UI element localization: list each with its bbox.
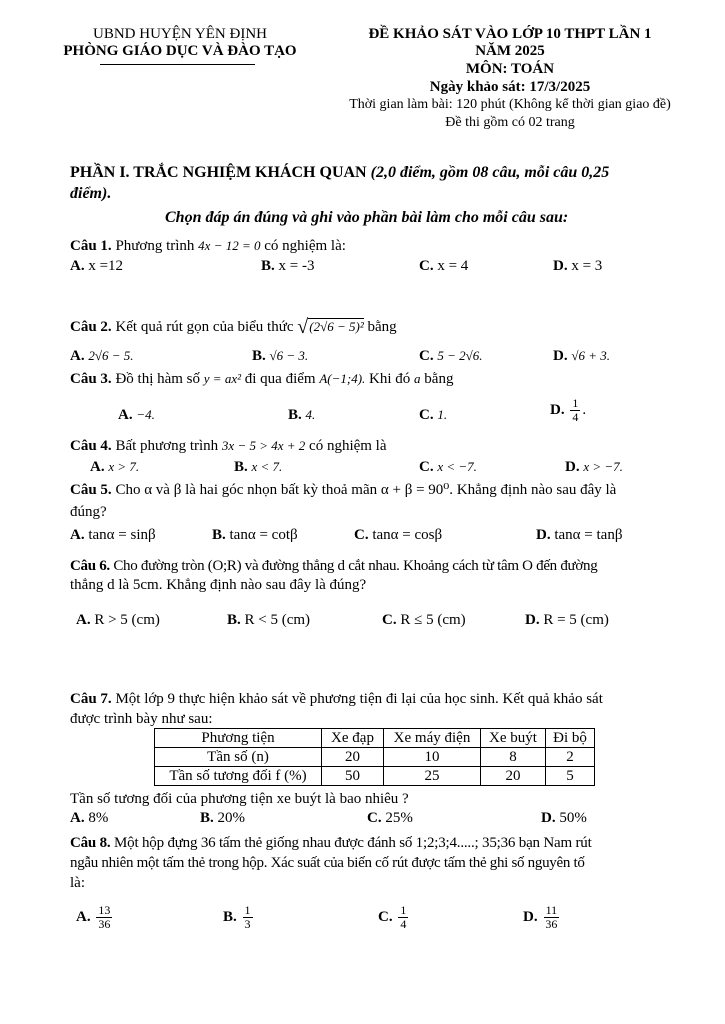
q3-c-label: C. [419,407,434,423]
q6-d-label: D. [525,612,540,628]
table-cell: 25 [384,767,481,786]
q8-c-fraction [398,904,408,931]
q3-c-text: 1. [437,407,448,422]
q4-d-text: x > −7. [583,459,623,474]
q1-equation: 4x − 12 = 0 [198,238,261,253]
q8-a-den: 36 [98,917,111,932]
q6-stem-cont: thẳng d là 5cm. Khẳng định nào sau đây là đúng? [70,577,367,593]
q4-a-label: A. [90,459,105,475]
q7-d-text: 50% [555,810,587,826]
q3-a-text: −4. [136,407,155,422]
q2-b-text: √6 − 3. [269,348,309,363]
q3-b-text: 4. [305,407,316,422]
q8-option-b [223,904,255,931]
table-cell: Tần số tương đối f (%) [155,767,322,786]
q1-option-a [70,257,123,275]
table-row [155,748,595,767]
q2-label: Câu 2. [70,319,112,335]
table-cell: 5 [546,767,595,786]
q1-b-label: B. [261,258,275,274]
q5-stem [70,481,616,499]
q5-a-text: tanα = sinβ [84,527,156,543]
q7-option-d [541,809,587,827]
q8-d-den: 36 [545,917,558,932]
q1-option-c [419,257,468,275]
q5-label: Câu 5. [70,482,112,498]
q7-d-label: D. [541,810,556,826]
q1-a-label: A. [70,258,85,274]
q1-b-text: x = -3 [274,258,315,274]
q2-c-text: 5 − 2√6. [437,348,483,363]
q6-b-label: B. [227,612,241,628]
q5-b-label: B. [212,527,226,543]
q3-d-fraction [570,397,580,424]
q1-text-a: Phương trình [111,238,199,254]
q5-option-a [70,526,156,544]
table-row [155,767,595,786]
part1-title-cont: điểm). [70,185,112,202]
q3-d-num: 1 [572,396,579,410]
q3-option-c [419,406,447,424]
q6-text: Cho đường tròn (O;R) và đường thẳng d cắt nhau. Khoảng cách từ tâm O đến đường [109,558,598,574]
q5-option-b [212,526,298,544]
header-subject: MÔN: TOÁN [465,61,555,77]
q8-a-num: 13 [98,903,111,917]
q3-stem [70,370,453,388]
q4-stem [70,437,387,455]
q7-stem-cont: được trình bày như sau: [70,711,213,727]
q3-a-label: A. [118,407,133,423]
q8-b-num: 1 [244,903,251,917]
q6-c-label: C. [382,612,397,628]
q8-label: Câu 8. [70,835,111,851]
q8-d-num: 11 [545,903,558,917]
q7-b-label: B. [200,810,214,826]
q5-d-text: tanα = tanβ [550,527,623,543]
q3-b-label: B. [288,407,302,423]
q8-b-label: B. [223,909,237,926]
header-divider [100,64,255,65]
q4-text-a: Bất phương trình [111,438,222,454]
q1-option-b [261,257,314,275]
q5-d-label: D. [536,527,551,543]
header-date: Ngày khảo sát: 17/3/2025 [429,79,591,95]
q7-label: Câu 7. [70,691,112,707]
q2-text-a: Kết quả rút gọn của biểu thức [111,319,298,335]
header-left-line2: PHÒNG GIÁO DỤC VÀ ĐÀO TẠO [63,43,297,59]
q8-option-d [523,904,561,931]
q7-question: Tần số tương đối của phương tiện xe buýt là bao nhiêu ? [70,791,409,807]
q3-d-dot: . [582,402,587,419]
table-header-cell: Xe máy điện [384,729,481,748]
q3-text-d: bằng [420,371,454,387]
q2-c-label: C. [419,348,434,364]
q7-c-label: C. [367,810,382,826]
part1-instruction: Chọn đáp án đúng và ghi vào phần bài làm cho mỗi câu sau: [165,209,569,226]
q7-option-b [200,809,245,827]
q8-stem [70,834,592,852]
q5-c-text: tanα = cosβ [368,527,443,543]
q2-option-b [252,347,308,365]
q1-d-label: D. [553,258,568,274]
sqrt-icon: √ [297,316,309,338]
q8-text: Một hộp đựng 36 tấm thẻ giống nhau được đánh số 1;2;3;4.....; 35;36 bạn Nam rút [110,835,592,851]
part1-title [70,163,609,182]
q3-option-a [118,406,155,424]
q4-option-d [565,458,623,476]
q2-option-d [553,347,610,365]
table-cell: 8 [481,748,546,767]
q2-expression: (2√6 − 5)² [309,319,364,334]
q3-function: y = ax² [203,371,241,386]
q2-a-label: A. [70,348,85,364]
q2-a-text: 2√6 − 5. [88,348,134,363]
q3-text-b: đi qua điểm [241,371,320,387]
q3-option-d [550,397,586,424]
q4-d-label: D. [565,459,580,475]
table-cell: Tần số (n) [155,748,322,767]
q4-c-label: C. [419,459,434,475]
q3-option-b [288,406,315,424]
q1-stem [70,237,346,255]
table-header-cell: Xe buýt [481,729,546,748]
q8-b-fraction [243,904,253,931]
q7-option-a [70,809,108,827]
q1-option-d [553,257,602,275]
q3-var: a [414,371,421,386]
q8-c-den: 4 [400,917,407,932]
q6-a-label: A. [76,612,91,628]
q3-text-a: Đồ thị hàm số [111,371,204,387]
q6-option-c [382,611,466,629]
q5-text: Cho α và β là hai góc nhọn bất kỳ thoả mãn α + β = 90⁰. Khẳng định nào sau đây là [111,482,617,498]
q3-d-den: 4 [572,410,579,425]
header-left-line1: UBND HUYỆN YÊN ĐỊNH [92,26,267,42]
header-right-title: ĐỀ KHẢO SÁT VÀO LỚP 10 THPT LẦN 1 [368,26,652,42]
q3-text-c: Khi đó [365,371,415,387]
q7-b-text: 20% [213,810,246,826]
q5-a-label: A. [70,527,85,543]
q6-stem [70,557,597,575]
part1-title-italic: (2,0 điểm, gồm 08 câu, mỗi câu 0,25 [370,164,610,181]
q2-text-b: bằng [363,319,397,335]
q4-option-c [419,458,477,476]
q1-c-text: x = 4 [433,258,469,274]
table-cell: 10 [384,748,481,767]
q7-text: Một lớp 9 thực hiện khảo sát về phương tiện đi lại của học sinh. Kết quả khảo sát [111,691,603,707]
q7-a-text: 8% [84,810,109,826]
q3-label: Câu 3. [70,371,112,387]
q4-a-text: x > 7. [108,459,140,474]
q4-option-a [90,458,139,476]
q8-a-label: A. [76,909,91,926]
q5-b-text: tanα = cotβ [225,527,298,543]
q8-c-label: C. [378,909,393,926]
q1-c-label: C. [419,258,434,274]
table-header-cell: Phương tiện [155,729,322,748]
q2-stem [70,315,397,339]
q2-b-label: B. [252,348,266,364]
q5-option-c [354,526,442,544]
q4-label: Câu 4. [70,438,112,454]
q6-option-b [227,611,310,629]
q8-option-a [76,904,114,931]
q1-text-b: có nghiệm là: [260,238,346,254]
q8-d-label: D. [523,909,538,926]
q5-stem-cont: đúng? [70,504,107,520]
q6-c-text: R ≤ 5 (cm) [396,612,466,628]
q5-c-label: C. [354,527,369,543]
table-cell: 20 [322,748,384,767]
q6-option-a [76,611,160,629]
header-year: NĂM 2025 [475,43,545,59]
q6-a-text: R > 5 (cm) [90,612,160,628]
q6-d-text: R = 5 (cm) [539,612,609,628]
table-cell: 50 [322,767,384,786]
q8-a-fraction [96,904,112,931]
q8-c-num: 1 [400,903,407,917]
q2-option-c [419,347,483,365]
q1-a-text: x =12 [84,258,124,274]
q2-d-label: D. [553,348,568,364]
q8-stem-cont: ngẫu nhiên một tấm thẻ trong hộp. Xác suất của biến cố rút được tấm thẻ ghi số nguyên tố [70,855,585,871]
table-header-cell: Xe đạp [322,729,384,748]
q7-option-c [367,809,413,827]
q4-c-text: x < −7. [437,459,477,474]
header-pages: Đề thi gồm có 02 trang [445,115,575,130]
q4-text-b: có nghiệm là [305,438,387,454]
q4-option-b [234,458,282,476]
q4-b-text: x < 7. [251,459,283,474]
table-header-row [155,729,595,748]
q8-stem-cont2: là: [70,875,85,891]
q5-option-d [536,526,622,544]
q1-d-text: x = 3 [567,258,603,274]
q3-d-label: D. [550,402,565,419]
q6-option-d [525,611,609,629]
q2-d-text: √6 + 3. [571,348,611,363]
q7-stem [70,690,603,708]
q6-b-text: R < 5 (cm) [240,612,311,628]
q4-b-label: B. [234,459,248,475]
q7-table [154,728,595,786]
q8-d-fraction [543,904,559,931]
q6-label: Câu 6. [70,558,110,574]
q4-inequality: 3x − 5 > 4x + 2 [221,438,306,453]
q3-point: A(−1;4). [319,371,366,386]
table-cell: 2 [546,748,595,767]
q1-label: Câu 1. [70,238,112,254]
header-time: Thời gian làm bài: 120 phút (Không kể thời gian giao đề) [349,97,671,112]
q2-option-a [70,347,134,365]
part1-title-bold: PHẦN I. TRẮC NGHIỆM KHÁCH QUAN [70,164,371,181]
table-cell: 20 [481,767,546,786]
q7-c-text: 25% [381,810,413,826]
q8-option-c [378,904,410,931]
q8-b-den: 3 [244,917,251,932]
table-header-cell: Đi bộ [546,729,595,748]
q7-a-label: A. [70,810,85,826]
